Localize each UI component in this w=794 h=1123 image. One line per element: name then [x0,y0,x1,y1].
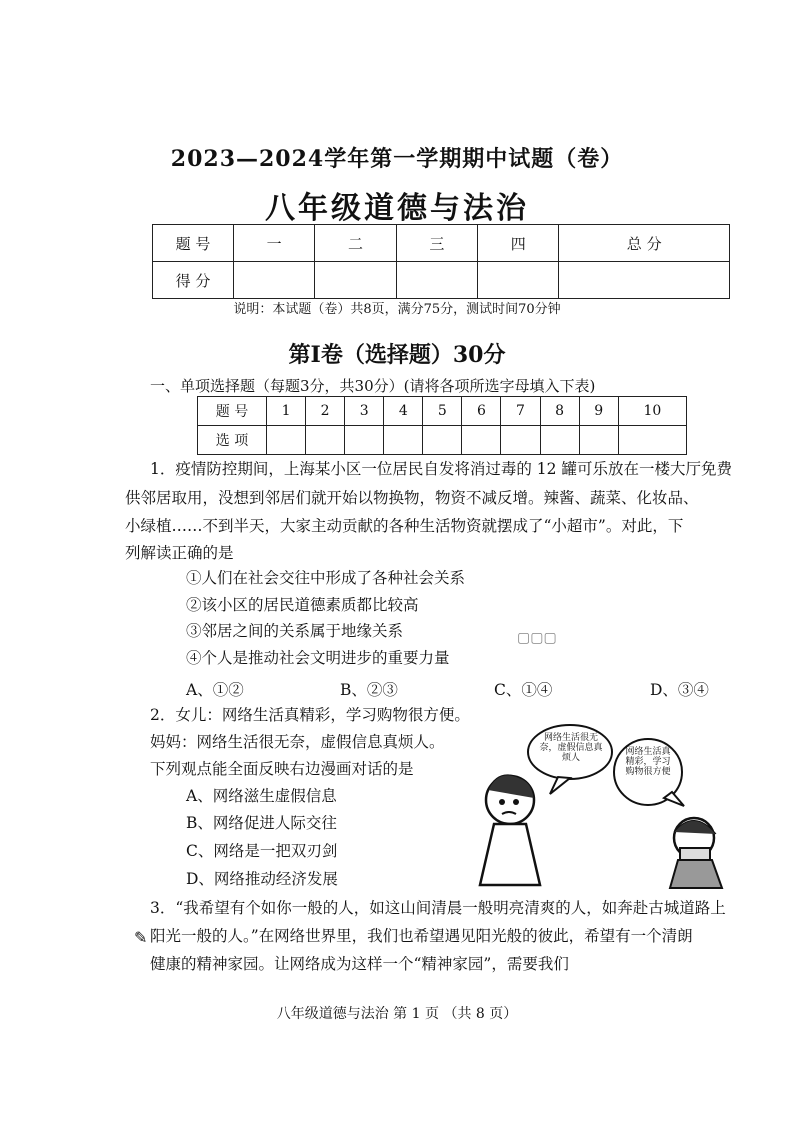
answer-cell [306,426,345,455]
q1-statement: ③邻居之间的关系属于地缘关系 [186,622,404,640]
answer-number: 4 [384,397,423,426]
cartoon-illustration [458,720,730,890]
q1-statement: ①人们在社会交往中形成了各种社会关系 [186,569,466,587]
score-cell: 三 [396,225,477,262]
part1-heading: 一、单项选择题（每题3分，共30分）(请将各项所选字母填入下表) [150,377,596,395]
answer-cell [501,426,540,455]
answer-number: 7 [501,397,540,426]
answer-cell [267,426,306,455]
answer-cell [618,426,686,455]
subject-title: 八年级道德与法治 [265,191,529,226]
score-input-cell [559,262,730,299]
score-input-cell [234,262,315,299]
q2-option: C、网络是一把双刃剑 [186,842,338,860]
score-cell: 得 分 [153,262,234,299]
answer-number: 5 [423,397,462,426]
score-cell: 题 号 [153,225,234,262]
answer-cell [384,426,423,455]
answer-cell [579,426,618,455]
answer-number: 9 [579,397,618,426]
q1-line: 供邻居取用，没想到邻居们就开始以物换物，物资不减反增。辣酱、蔬菜、化妆品、 [125,489,699,507]
exam-title: 2023—2024学年第一学期期中试题（卷） [170,146,624,172]
q1-statement: ②该小区的居民道德素质都比较高 [186,596,419,614]
answer-number: 8 [540,397,579,426]
score-cell: 二 [315,225,396,262]
q1-line: 列解读正确的是 [125,544,234,562]
q2-line: 2．女儿：网络生活真精彩，学习购物很方便。 [150,706,470,724]
q1-option: D、③④ [650,681,709,699]
handwritten-mark: ✎ [134,928,148,947]
section-title: 第Ⅰ卷（选择题）30分 [288,342,506,368]
answer-number: 3 [345,397,384,426]
answer-number: 2 [306,397,345,426]
q2-option: B、网络促进人际交往 [186,814,337,832]
girl-speech-bubble: 网络生活真精彩，学习购物很方便 [625,747,671,777]
answer-number: 6 [462,397,501,426]
q2-line: 妈妈：网络生活很无奈，虚假信息真烦人。 [150,733,445,751]
score-input-cell [396,262,477,299]
q1-line: 1．疫情防控期间，上海某小区一位居民自发将消过毒的 12 罐可乐放在一楼大厅免费 [150,460,732,478]
table-row [153,262,730,299]
mom-speech-bubble: 网络生活很无奈，虚假信息真烦人 [539,733,603,763]
q1-line: 小绿植……不到半天，大家主动贡献的各种生活物资就摆成了“小超市”。对此，下 [125,517,684,535]
q3-line: 3．“我希望有个如你一般的人，如这山间清晨一般明亮清爽的人，如奔赴古城道路上 [150,899,726,917]
q1-statement: ④个人是推动社会文明进步的重要力量 [186,649,450,667]
answer-cell [423,426,462,455]
faint-stamp-mark: ▢▢▢ [517,630,557,646]
score-input-cell [315,262,396,299]
answer-cell [462,426,501,455]
score-cell: 一 [234,225,315,262]
table-row [198,397,687,426]
answer-number: 1 [267,397,306,426]
score-cell: 总 分 [559,225,730,262]
q3-line: 健康的精神家园。让网络成为这样一个“精神家园”，需要我们 [150,955,569,973]
answer-cell [540,426,579,455]
page-footer: 八年级道德与法治 第 1 页 （共 8 页） [276,1006,518,1022]
q2-option: A、网络滋生虚假信息 [186,787,337,805]
table-row [153,225,730,262]
q1-option: C、①④ [494,681,553,699]
answer-label: 题 号 [198,397,267,426]
q2-line: 下列观点能全面反映右边漫画对话的是 [150,760,414,778]
exam-note: 说明：本试题（卷）共8页，满分75分，测试时间70分钟 [233,302,561,317]
score-cell: 四 [478,225,559,262]
score-table [152,224,730,299]
q1-option: B、②③ [340,681,398,699]
table-row [198,426,687,455]
q3-line: 阳光一般的人。”在网络世界里，我们也希望遇见阳光般的彼此，希望有一个清朗 [150,927,693,945]
answer-label: 选 项 [198,426,267,455]
answer-number: 10 [618,397,686,426]
q2-option: D、网络推动经济发展 [186,870,338,888]
answer-table [197,396,687,455]
score-input-cell [478,262,559,299]
q1-option: A、①② [186,681,244,699]
answer-cell [345,426,384,455]
